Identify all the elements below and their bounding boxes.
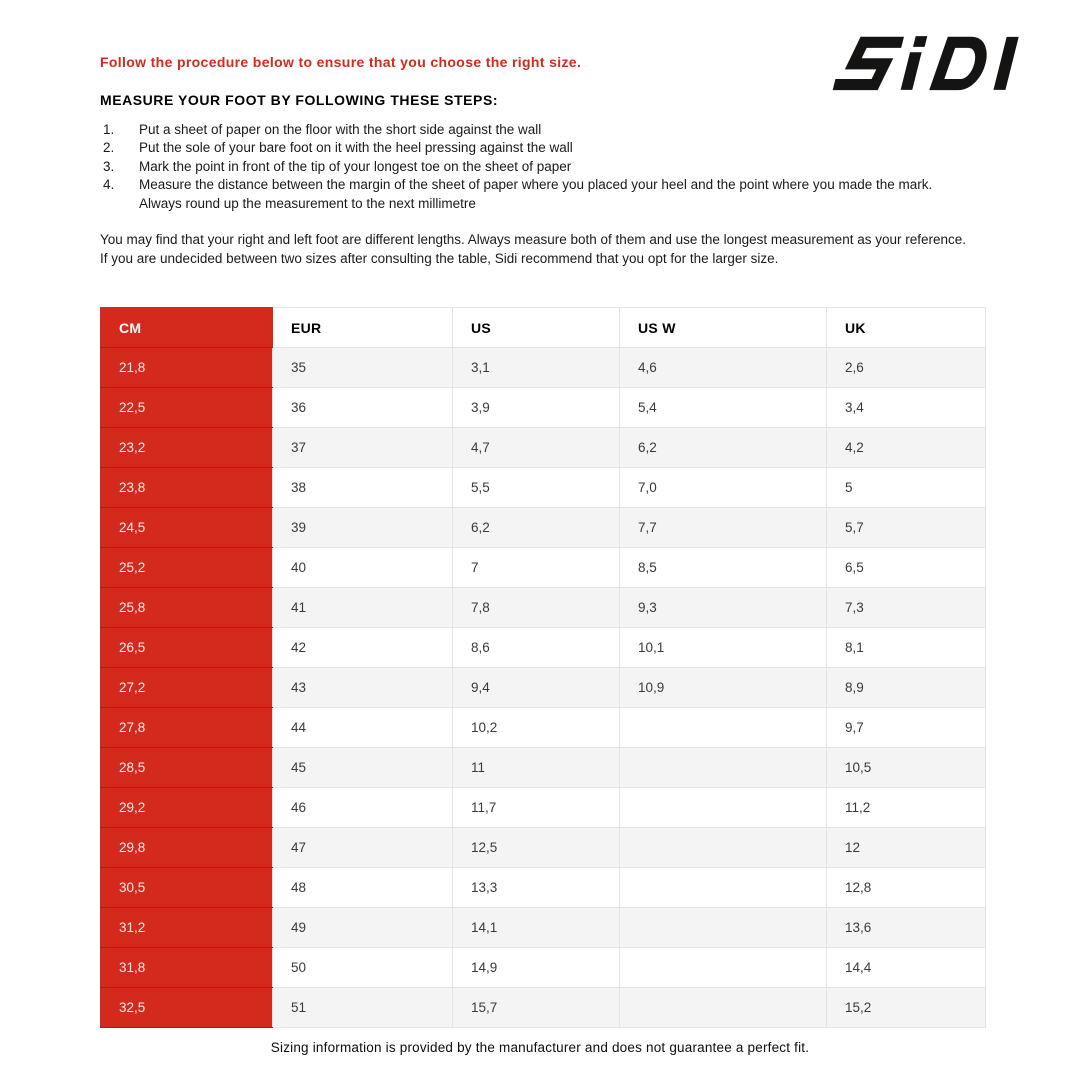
table-row [101,348,986,388]
size-value-cell: 9,7 [827,708,986,748]
size-value-cell: 10,2 [453,708,620,748]
size-value-cell: 35 [273,348,453,388]
column-header-cm: CM [101,308,273,348]
intro-text: Follow the procedure below to ensure that you choose the right size. [100,54,582,70]
sidi-logo [827,34,1032,92]
size-value-cell: 14,4 [827,948,986,988]
cm-value-cell: 25,2 [101,548,273,588]
cm-value-cell: 23,2 [101,428,273,468]
size-value-cell: 2,6 [827,348,986,388]
steps-heading: MEASURE YOUR FOOT BY FOLLOWING THESE STEPS: [100,92,499,108]
size-value-cell [620,828,827,868]
size-value-cell [620,988,827,1028]
size-value-cell: 7,0 [620,468,827,508]
note-paragraph: If you are undecided between two sizes after consulting the table, Sidi recommend that you opt for the larger size. [100,251,779,266]
size-value-cell: 4,7 [453,428,620,468]
size-value-cell [620,788,827,828]
size-value-cell: 7,8 [453,588,620,628]
table-row [101,428,986,468]
step-item [100,158,985,176]
cm-value-cell: 31,8 [101,948,273,988]
steps-list [100,121,985,213]
step-item [100,139,985,157]
size-value-cell: 8,6 [453,628,620,668]
cm-value-cell: 29,2 [101,788,273,828]
size-value-cell: 5,7 [827,508,986,548]
cm-value-cell: 27,2 [101,668,273,708]
size-value-cell: 8,1 [827,628,986,668]
size-value-cell: 42 [273,628,453,668]
size-value-cell: 10,1 [620,628,827,668]
step-number: 1. [103,122,115,137]
size-value-cell: 8,5 [620,548,827,588]
size-value-cell: 45 [273,748,453,788]
note-paragraph: You may find that your right and left foot are different lengths. Always measure both of them and use the longest measurement as your reference. [100,232,967,247]
size-value-cell [620,748,827,788]
size-value-cell: 4,6 [620,348,827,388]
step-item [100,121,985,139]
table-row [101,828,986,868]
size-value-cell: 13,3 [453,868,620,908]
size-value-cell: 47 [273,828,453,868]
size-value-cell: 43 [273,668,453,708]
table-row [101,548,986,588]
sidi-logo-icon [827,34,1032,92]
size-value-cell: 7 [453,548,620,588]
size-value-cell: 38 [273,468,453,508]
size-value-cell: 6,5 [827,548,986,588]
size-value-cell: 9,3 [620,588,827,628]
size-value-cell: 36 [273,388,453,428]
size-value-cell: 12,8 [827,868,986,908]
cm-value-cell: 31,2 [101,908,273,948]
column-header-eur: EUR [273,308,453,348]
size-value-cell [620,868,827,908]
size-value-cell: 5,5 [453,468,620,508]
size-value-cell: 13,6 [827,908,986,948]
size-value-cell: 15,2 [827,988,986,1028]
table-row [101,868,986,908]
size-value-cell: 3,1 [453,348,620,388]
size-table-header [101,308,986,348]
size-value-cell: 49 [273,908,453,948]
table-row [101,508,986,548]
table-row [101,708,986,748]
size-value-cell: 4,2 [827,428,986,468]
step-number: 2. [103,140,115,156]
cm-value-cell: 26,5 [101,628,273,668]
table-row [101,908,986,948]
size-value-cell: 7,7 [620,508,827,548]
size-value-cell: 9,4 [453,668,620,708]
table-row [101,748,986,788]
size-value-cell: 8,9 [827,668,986,708]
table-row [101,388,986,428]
size-value-cell [620,948,827,988]
size-value-cell: 40 [273,548,453,588]
size-value-cell: 41 [273,588,453,628]
size-table-body [101,348,986,1028]
cm-value-cell: 22,5 [101,388,273,428]
column-header-usw: US W [620,308,827,348]
table-row [101,948,986,988]
size-value-cell: 6,2 [620,428,827,468]
size-value-cell: 5,4 [620,388,827,428]
size-value-cell: 10,5 [827,748,986,788]
size-value-cell: 11 [453,748,620,788]
column-header-us: US [453,308,620,348]
size-value-cell: 39 [273,508,453,548]
cm-value-cell: 21,8 [101,348,273,388]
step-text: Measure the distance between the margin of the sheet of paper where you placed your heel and the point where you made the mark. Always round up the measurement to the next millimetre [139,177,933,211]
table-row [101,588,986,628]
cm-value-cell: 29,8 [101,828,273,868]
table-row [101,468,986,508]
table-row [101,788,986,828]
cm-value-cell: 30,5 [101,868,273,908]
cm-value-cell: 25,8 [101,588,273,628]
size-value-cell: 48 [273,868,453,908]
notes-section [100,230,985,268]
cm-value-cell: 24,5 [101,508,273,548]
size-value-cell: 10,9 [620,668,827,708]
size-value-cell: 14,1 [453,908,620,948]
step-text: Mark the point in front of the tip of your longest toe on the sheet of paper [139,158,572,174]
size-value-cell: 11,7 [453,788,620,828]
footer-disclaimer: Sizing information is provided by the manufacturer and does not guarantee a perfect fit. [270,1040,810,1055]
size-value-cell: 50 [273,948,453,988]
size-value-cell: 3,9 [453,388,620,428]
column-header-uk: UK [827,308,986,348]
size-value-cell [620,908,827,948]
size-value-cell: 51 [273,988,453,1028]
size-value-cell: 5 [827,468,986,508]
size-value-cell: 11,2 [827,788,986,828]
table-row [101,988,986,1028]
size-value-cell: 15,7 [453,988,620,1028]
size-value-cell: 14,9 [453,948,620,988]
step-text: Put a sheet of paper on the floor with the short side against the wall [139,122,542,137]
header-row [101,308,986,348]
step-text: Put the sole of your bare foot on it with the heel pressing against the wall [139,140,573,156]
size-value-cell: 44 [273,708,453,748]
size-value-cell: 12 [827,828,986,868]
cm-value-cell: 32,5 [101,988,273,1028]
cm-value-cell: 23,8 [101,468,273,508]
size-value-cell: 6,2 [453,508,620,548]
step-item [100,176,985,213]
table-row [101,628,986,668]
cm-value-cell: 28,5 [101,748,273,788]
size-value-cell: 3,4 [827,388,986,428]
size-value-cell: 37 [273,428,453,468]
step-number: 4. [103,177,115,193]
size-value-cell: 7,3 [827,588,986,628]
step-number: 3. [103,158,115,174]
size-value-cell [620,708,827,748]
size-table-container [100,307,985,1028]
table-row [101,668,986,708]
size-value-cell: 46 [273,788,453,828]
cm-value-cell: 27,8 [101,708,273,748]
size-value-cell: 12,5 [453,828,620,868]
size-table [100,307,986,1028]
